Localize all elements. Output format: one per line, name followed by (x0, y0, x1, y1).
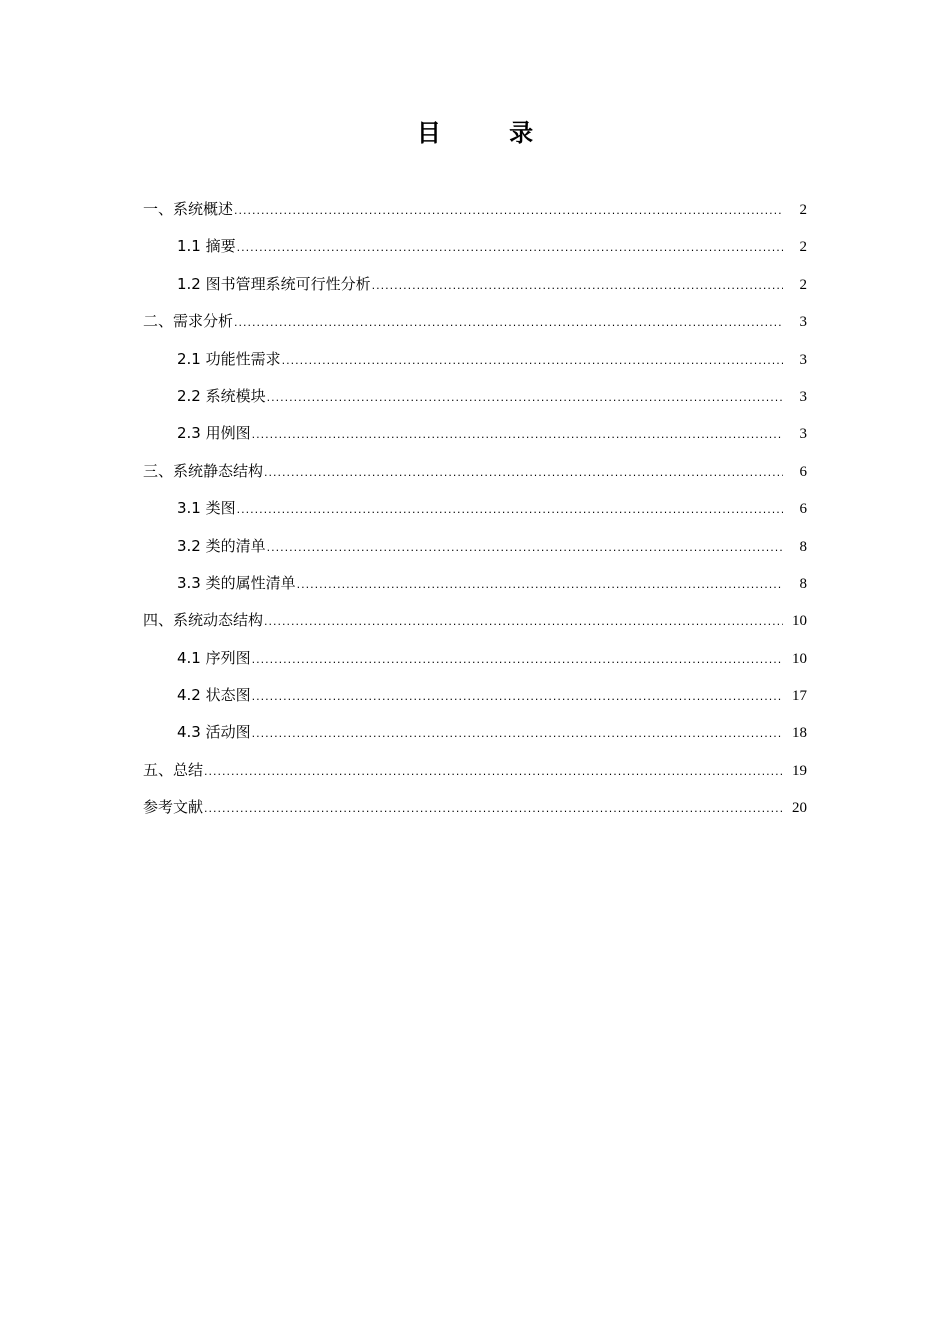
toc-entry[interactable] (143, 719, 807, 756)
toc-entry-label: 3.3 类的属性清单 (177, 573, 296, 592)
toc-dot-leader (372, 272, 783, 299)
toc-entry-label: 2.2 系统模块 (177, 386, 266, 405)
toc-entry[interactable] (143, 420, 807, 457)
toc-page-number: 8 (799, 538, 807, 555)
toc-page-number: 10 (792, 613, 807, 630)
toc-dot-leader (237, 234, 783, 261)
toc-entry-label: 4.3 活动图 (177, 723, 251, 742)
toc-dot-leader (237, 496, 783, 523)
toc-dot-leader (267, 534, 783, 561)
toc-dot-leader (204, 758, 783, 785)
toc-entry[interactable] (143, 458, 807, 495)
toc-entry[interactable] (143, 308, 807, 345)
toc-entry-label: 一、系统概述 (143, 200, 234, 218)
toc-entry-label: 3.1 类图 (177, 499, 236, 518)
toc-dot-leader (267, 384, 783, 411)
toc-page-number: 2 (799, 202, 807, 218)
toc-entry[interactable] (143, 757, 807, 794)
toc-entry-label: 2.3 用例图 (177, 424, 251, 443)
toc-dot-leader (264, 608, 783, 635)
toc-page-number: 10 (792, 650, 807, 667)
toc-dot-leader (234, 309, 783, 336)
toc-dot-leader (282, 347, 783, 374)
toc-dot-leader (252, 720, 783, 747)
toc-entry-label: 3.2 类的清单 (177, 536, 266, 555)
toc-entry-label: 4.1 序列图 (177, 648, 251, 667)
toc-dot-leader (264, 459, 783, 486)
toc-dot-leader (252, 421, 783, 448)
toc-entry[interactable] (143, 645, 807, 682)
toc-entry[interactable] (143, 607, 807, 644)
toc-entry-label: 五、总结 (143, 760, 204, 779)
toc-title: 目 录 (416, 119, 564, 147)
toc-page-number: 6 (799, 501, 807, 518)
toc-page-number: 2 (799, 276, 807, 293)
toc-entry[interactable] (143, 533, 807, 570)
toc-dot-leader (204, 795, 783, 822)
toc-page-number: 3 (799, 351, 807, 368)
toc-entry-label: 4.2 状态图 (177, 686, 251, 705)
toc-page-number: 8 (799, 575, 807, 592)
toc-entry[interactable] (143, 495, 807, 532)
toc-page-number: 18 (792, 725, 807, 742)
toc-page-number: 2 (799, 239, 807, 256)
toc-entry-label: 四、系统动态结构 (143, 611, 264, 630)
toc-entry-label: 2.1 功能性需求 (177, 349, 281, 368)
toc-entry-label: 三、系统静态结构 (143, 461, 264, 480)
toc-entry[interactable] (143, 570, 807, 607)
toc-page-number: 3 (799, 426, 807, 443)
toc-entry[interactable] (143, 682, 807, 719)
toc-entry-label: 1.2 图书管理系统可行性分析 (177, 274, 371, 293)
toc-entry[interactable] (143, 383, 807, 420)
toc-entry-label: 二、需求分析 (143, 312, 234, 331)
toc-dot-leader (252, 683, 783, 710)
toc-entry[interactable] (143, 233, 807, 270)
toc-page-number: 3 (799, 314, 807, 331)
toc-entry-label: 1.1 摘要 (177, 237, 236, 256)
table-of-contents (143, 196, 807, 832)
toc-dot-leader (234, 197, 783, 224)
toc-page-number: 19 (792, 762, 807, 779)
toc-page-number: 3 (799, 388, 807, 405)
toc-entry[interactable] (143, 196, 807, 233)
toc-dot-leader (252, 646, 783, 673)
toc-entry[interactable] (143, 271, 807, 308)
toc-page-number: 20 (792, 800, 807, 817)
toc-page-number: 17 (792, 688, 807, 705)
toc-entry[interactable] (143, 346, 807, 383)
toc-page-number: 6 (799, 463, 807, 480)
toc-entry[interactable] (143, 794, 807, 831)
toc-entry-label: 参考文献 (143, 798, 204, 817)
toc-dot-leader (297, 571, 783, 598)
